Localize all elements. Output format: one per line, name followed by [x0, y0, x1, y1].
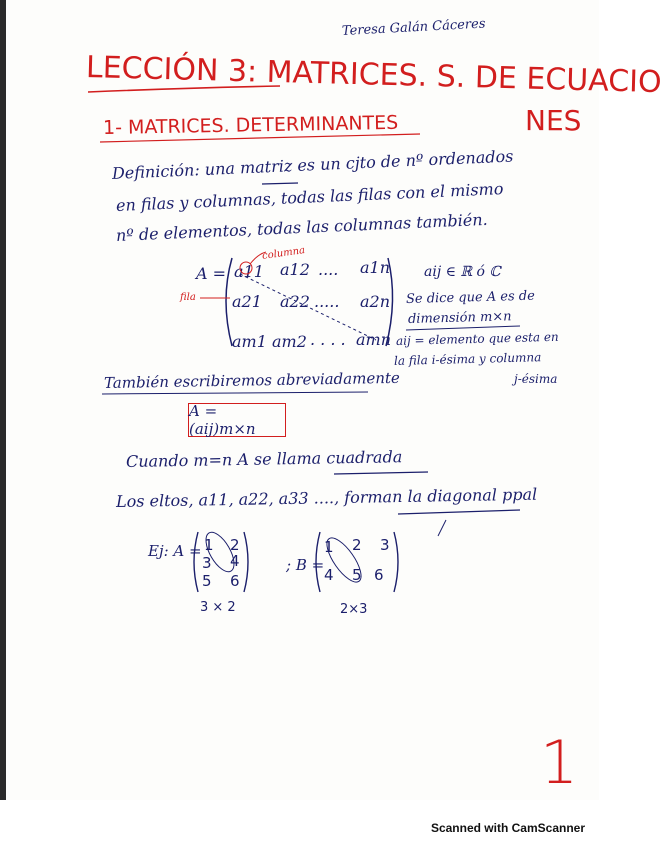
matrix-a11: a11 — [234, 262, 264, 281]
matrix-right-bracket — [386, 258, 393, 346]
columna-pointer — [250, 252, 266, 264]
section-underline — [100, 134, 420, 142]
ex-a-22: 4 — [230, 552, 240, 570]
example-label: Ej: A = — [148, 542, 202, 560]
note-dimension-1: Se dice que A es de — [405, 288, 536, 307]
ex-b-23: 6 — [374, 566, 384, 584]
note-element-2: la fila i-ésima y columna — [393, 350, 542, 368]
matrix-lhs: A = — [196, 264, 227, 283]
note-dimension-2: dimensión m×n — [407, 309, 512, 327]
matrix-a12: a12 — [280, 260, 310, 279]
page-number: 1 — [540, 728, 579, 798]
camscanner-watermark: Scanned with CamScanner — [430, 821, 585, 835]
matrix-a2n: a2n — [360, 292, 391, 311]
ex-a-right-bracket — [244, 532, 248, 592]
note-element-1: aij = elemento que esta en — [395, 329, 559, 348]
ex-a-12: 2 — [230, 536, 240, 554]
ex-a-dimension: 3 × 2 — [200, 600, 236, 615]
ex-b-11: 1 — [324, 538, 334, 556]
ex-a-32: 6 — [230, 572, 240, 590]
cuadrada-underline — [334, 472, 428, 474]
matrix-diagonal-dotted — [240, 274, 376, 340]
section-title: 1- MATRICES. DETERMINANTES — [102, 111, 399, 139]
ex-b-right-bracket — [394, 532, 398, 592]
a11-circle — [240, 262, 252, 274]
definition-line-2: en filas y columnas, todas las filas con el mismo — [115, 179, 504, 215]
abbreviation-formula-box: A = (aij)m×n — [188, 403, 286, 437]
diagonal-text: Los eltos, a11, a22, a33 ...., forman la diagonal ppal — [115, 484, 538, 511]
ex-b-22: 5 — [352, 566, 362, 584]
ex-b-12: 2 — [352, 536, 362, 554]
ex-a-left-bracket — [194, 532, 198, 592]
label-columna: columna — [261, 245, 306, 262]
matriz-underline — [262, 183, 298, 184]
matrix-am1: am1 — [232, 332, 267, 351]
note-aij-domain: aij ∈ ℝ ó ℂ — [424, 264, 501, 280]
ex-a-31: 5 — [202, 572, 212, 590]
title-underline — [88, 86, 280, 92]
ex-a-diagonal-ellipse — [200, 528, 239, 576]
definition-line-3: nº de elementos, todas las columnas también. — [115, 209, 488, 245]
matrix-a21: a21 — [232, 292, 262, 311]
example-b-label: ; B = — [286, 556, 325, 574]
definition-line-1: Definición: una matriz es un cjto de nº ordenados — [111, 146, 514, 183]
ex-a-11: 1 — [204, 536, 214, 554]
label-fila: fila — [180, 292, 196, 303]
note-element-3: j-ésima — [514, 372, 558, 386]
ex-b-left-bracket — [316, 532, 320, 592]
matrix-left-bracket — [226, 258, 232, 346]
ex-b-13: 3 — [380, 536, 390, 554]
dimension-underline — [406, 326, 520, 330]
ex-b-dimension: 2×3 — [340, 602, 368, 617]
matrix-dots-1: .... — [318, 260, 339, 279]
diagonal-underline — [398, 510, 520, 514]
matrix-amn: amn — [356, 330, 392, 349]
matrix-a22: a22 — [280, 292, 310, 311]
diagonal-arrow — [438, 520, 446, 536]
ex-b-21: 4 — [324, 566, 334, 584]
square-matrix-text: Cuando m=n A se llama cuadrada — [125, 447, 403, 471]
matrix-dots-2: ..... — [314, 292, 340, 311]
author-name: Teresa Galán Cáceres — [341, 16, 486, 39]
abbrev-underline — [102, 392, 368, 394]
ex-a-21: 3 — [202, 554, 212, 572]
lesson-title-continuation: NES — [525, 104, 582, 137]
matrix-a1n: a1n — [360, 258, 391, 277]
matrix-dots-3: . . . . — [310, 330, 346, 349]
matrix-am2: am2 — [272, 332, 307, 351]
lesson-title: LECCIÓN 3: MATRICES. S. DE ECUACIO — [85, 50, 662, 101]
abbreviation-text: También escribiremos abreviadamente — [103, 368, 400, 392]
ex-b-diagonal-ellipse — [321, 533, 367, 587]
